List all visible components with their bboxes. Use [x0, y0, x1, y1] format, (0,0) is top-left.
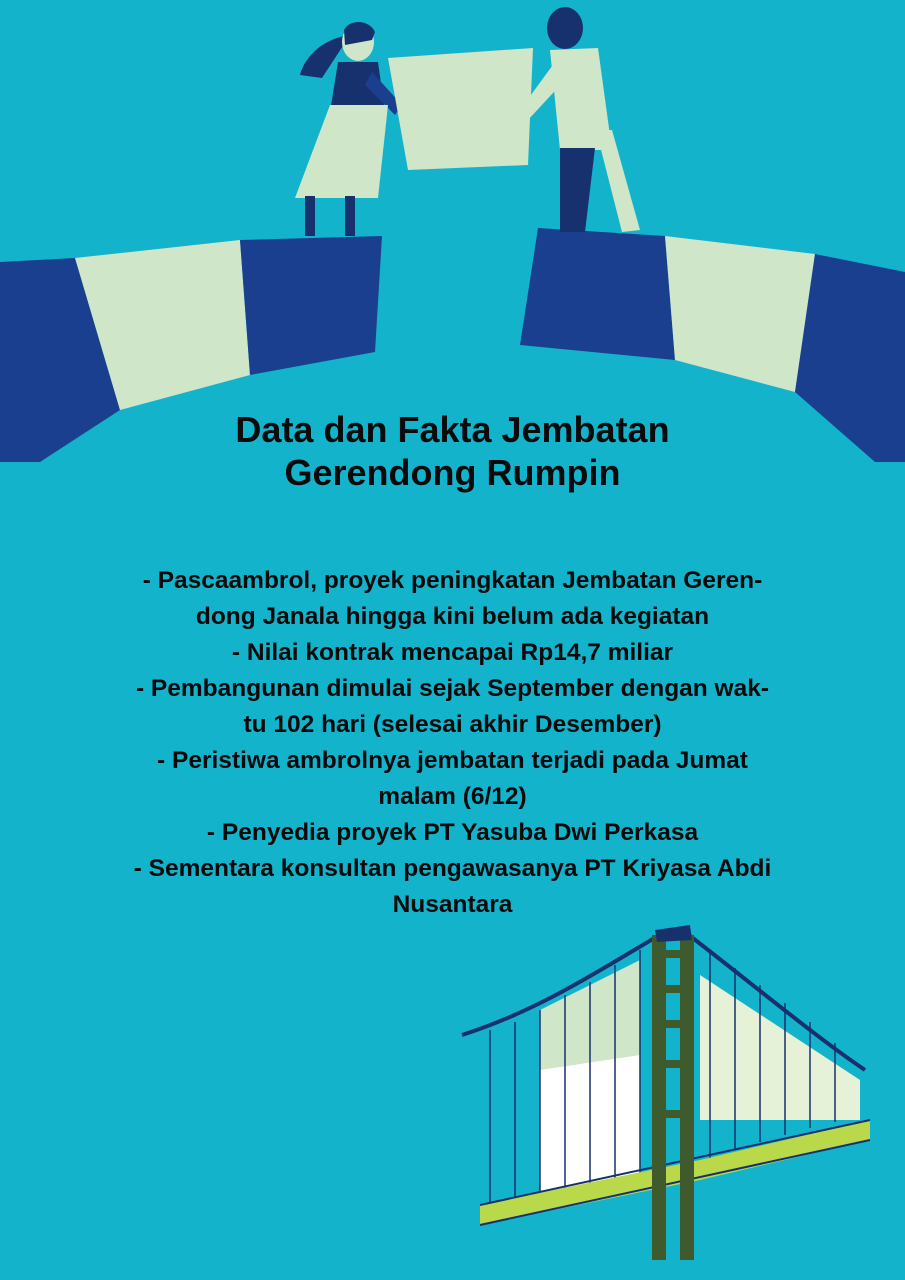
fact-line: - Pascaambrol, proyek peningkatan Jembatan Geren-: [142, 567, 763, 594]
fact-line: - Nilai kontrak mencapai Rp14,7 miliar: [231, 639, 674, 666]
fact-line: - Peristiwa ambrolnya jembatan terjadi pada Jumat: [157, 747, 748, 774]
fact-line: Nusantara: [392, 891, 513, 918]
page-title: [60, 408, 845, 494]
facts-list: [30, 563, 875, 923]
fact-line: - Sementara konsultan pengawasanya PT Kriyasa Abdi: [133, 855, 772, 882]
fact-line: - Penyedia proyek PT Yasuba Dwi Perkasa: [206, 819, 699, 846]
title-line: Data dan Fakta Jembatan: [235, 409, 670, 450]
fact-line: tu 102 hari (selesai akhir Desember): [243, 711, 662, 738]
fact-line: - Pembangunan dimulai sejak September dengan wak-: [135, 675, 770, 702]
fact-line: malam (6/12): [378, 783, 527, 810]
fact-line: dong Janala hingga kini belum ada kegiatan: [195, 603, 710, 630]
title-line: Gerendong Rumpin: [284, 452, 621, 493]
